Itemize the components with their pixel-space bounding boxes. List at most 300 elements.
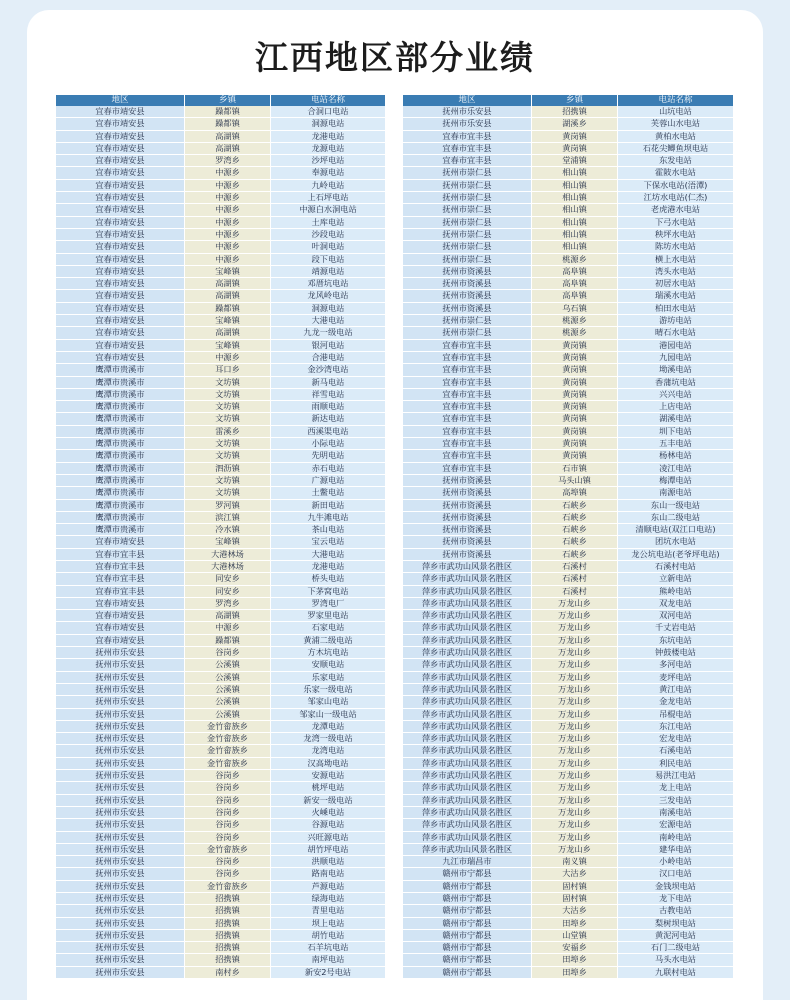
region-cell: 抚州市崇仁县 [403, 327, 532, 339]
region-cell: 宜春市靖安县 [56, 327, 185, 339]
town-cell: 田埠乡 [532, 954, 618, 966]
town-cell: 中源乡 [185, 622, 271, 634]
region-cell: 鹰潭市贵溪市 [56, 413, 185, 425]
region-cell: 抚州市崇仁县 [403, 217, 532, 229]
region-cell: 萍乡市武功山风景名胜区 [403, 721, 532, 733]
town-cell: 文坊镇 [185, 450, 271, 462]
region-cell: 宜春市靖安县 [56, 266, 185, 278]
town-cell: 万龙山乡 [532, 598, 618, 610]
station-cell: 柏田水电站 [618, 303, 734, 315]
station-cell: 九联村电站 [618, 967, 734, 979]
town-cell: 黄岗镇 [532, 401, 618, 413]
region-cell: 抚州市乐安县 [56, 733, 185, 745]
region-cell: 宜春市靖安县 [56, 635, 185, 647]
station-cell: 兴旺源电站 [271, 832, 386, 844]
table-body [56, 106, 386, 979]
town-cell: 金竹畲族乡 [185, 881, 271, 893]
town-cell: 堂浦镇 [532, 155, 618, 167]
region-cell: 萍乡市武功山风景名胜区 [403, 696, 532, 708]
region-cell: 宜春市宜丰县 [403, 389, 532, 401]
station-cell: 银河电站 [271, 340, 386, 352]
station-cell: 奉源电站 [271, 167, 386, 179]
station-cell: 黄柏水电站 [618, 131, 734, 143]
region-cell: 萍乡市武功山风景名胜区 [403, 622, 532, 634]
region-cell: 宜春市靖安县 [56, 167, 185, 179]
region-cell: 抚州市乐安县 [56, 696, 185, 708]
region-cell: 宜春市宜丰县 [403, 143, 532, 155]
town-cell: 文坊镇 [185, 475, 271, 487]
region-cell: 萍乡市武功山风景名胜区 [403, 795, 532, 807]
town-cell: 马头山镇 [532, 475, 618, 487]
station-cell: 兴兴电站 [618, 389, 734, 401]
town-cell: 雷溪乡 [185, 426, 271, 438]
town-cell: 湖溪乡 [532, 118, 618, 130]
station-cell: 新达电站 [271, 413, 386, 425]
region-cell: 宜春市靖安县 [56, 217, 185, 229]
region-cell: 抚州市乐安县 [56, 905, 185, 917]
station-cell: 古教电站 [618, 905, 734, 917]
region-cell: 鹰潭市贵溪市 [56, 438, 185, 450]
region-cell: 抚州市资溪县 [403, 500, 532, 512]
town-cell: 大沽乡 [532, 905, 618, 917]
town-cell: 桃源乡 [532, 315, 618, 327]
region-cell: 萍乡市武功山风景名胜区 [403, 659, 532, 671]
town-cell: 相山镇 [532, 217, 618, 229]
town-cell: 公溪镇 [185, 696, 271, 708]
town-cell: 相山镇 [532, 167, 618, 179]
region-cell: 萍乡市武功山风景名胜区 [403, 635, 532, 647]
station-cell: 黄浦二级电站 [271, 635, 386, 647]
town-cell: 中源乡 [185, 217, 271, 229]
region-cell: 抚州市资溪县 [403, 536, 532, 548]
region-cell: 抚州市崇仁县 [403, 241, 532, 253]
region-cell: 抚州市乐安县 [56, 745, 185, 757]
station-cell: 陈坊水电站 [618, 241, 734, 253]
station-cell: 宏源电站 [618, 819, 734, 831]
town-cell: 万龙山乡 [532, 659, 618, 671]
town-cell: 躁都镇 [185, 303, 271, 315]
region-cell: 抚州市资溪县 [403, 487, 532, 499]
town-cell: 万龙山乡 [532, 745, 618, 757]
region-cell: 抚州市崇仁县 [403, 229, 532, 241]
station-cell: 坝上电站 [271, 918, 386, 930]
region-cell: 赣州市宁都县 [403, 893, 532, 905]
town-cell: 大沽乡 [532, 868, 618, 880]
region-cell: 抚州市资溪县 [403, 475, 532, 487]
region-cell: 宜春市宜丰县 [403, 450, 532, 462]
town-cell: 石峡乡 [532, 536, 618, 548]
region-cell: 宜春市宜丰县 [403, 340, 532, 352]
town-cell: 金竹畲族乡 [185, 745, 271, 757]
station-cell: 小际电站 [271, 438, 386, 450]
region-cell: 宜春市靖安县 [56, 204, 185, 216]
region-cell: 鹰潭市贵溪市 [56, 475, 185, 487]
town-cell: 安福乡 [532, 942, 618, 954]
station-cell: 下弓水电站 [618, 217, 734, 229]
town-cell: 招携镇 [185, 942, 271, 954]
station-cell: 南溪电站 [618, 807, 734, 819]
region-cell: 萍乡市武功山风景名胜区 [403, 745, 532, 757]
town-cell: 文坊镇 [185, 377, 271, 389]
region-cell: 赣州市宁都县 [403, 868, 532, 880]
region-cell: 抚州市乐安县 [403, 106, 532, 118]
region-cell: 抚州市乐安县 [56, 659, 185, 671]
station-cell: 东坑电站 [618, 635, 734, 647]
town-cell: 谷岗乡 [185, 795, 271, 807]
station-cell: 青里电站 [271, 905, 386, 917]
station-cell: 石羊坑电站 [271, 942, 386, 954]
station-cell: 新田电站 [271, 500, 386, 512]
station-cell: 千丈岩电站 [618, 622, 734, 634]
town-cell: 黄岗镇 [532, 413, 618, 425]
region-cell: 宜春市靖安县 [56, 192, 185, 204]
region-cell: 宜春市靖安县 [56, 278, 185, 290]
region-cell: 鹰潭市贵溪市 [56, 389, 185, 401]
town-cell: 高湖镇 [185, 327, 271, 339]
station-cell: 金沙湾电站 [271, 364, 386, 376]
header-station: 电站名称 [271, 95, 386, 106]
town-cell: 文坊镇 [185, 487, 271, 499]
town-cell: 高阜镇 [532, 266, 618, 278]
station-cell: 龙湾一级电站 [271, 733, 386, 745]
station-cell: 邹家山一级电站 [271, 709, 386, 721]
station-cell: 老虎港水电站 [618, 204, 734, 216]
region-cell: 鹰潭市贵溪市 [56, 463, 185, 475]
town-cell: 宝峰镇 [185, 536, 271, 548]
town-cell: 相山镇 [532, 192, 618, 204]
station-cell: 横上水电站 [618, 254, 734, 266]
station-cell: 龙风岭电站 [271, 290, 386, 302]
region-cell: 抚州市乐安县 [56, 684, 185, 696]
station-cell: 上石坪电站 [271, 192, 386, 204]
region-cell: 宜春市靖安县 [56, 315, 185, 327]
region-cell: 鹰潭市贵溪市 [56, 450, 185, 462]
performance-table-left [56, 95, 386, 979]
performance-table-right [403, 95, 734, 979]
region-cell: 宜春市宜丰县 [403, 352, 532, 364]
region-cell: 萍乡市武功山风景名胜区 [403, 770, 532, 782]
region-cell: 宜春市靖安县 [56, 229, 185, 241]
town-cell: 招携镇 [185, 954, 271, 966]
town-cell: 万龙山乡 [532, 733, 618, 745]
town-cell: 中源乡 [185, 192, 271, 204]
town-cell: 高埠镇 [532, 487, 618, 499]
town-cell: 滨江镇 [185, 512, 271, 524]
region-cell: 抚州市乐安县 [403, 118, 532, 130]
station-cell: 钟鼓楼电站 [618, 647, 734, 659]
town-cell: 公溪镇 [185, 659, 271, 671]
station-cell: 三发电站 [618, 795, 734, 807]
station-cell: 龙港电站 [271, 131, 386, 143]
station-cell: 石家电站 [271, 622, 386, 634]
region-cell: 宜春市靖安县 [56, 303, 185, 315]
town-cell: 宝峰镇 [185, 266, 271, 278]
region-cell: 萍乡市武功山风景名胜区 [403, 758, 532, 770]
station-cell: 清顺电站(双江口电站) [618, 524, 734, 536]
station-cell: 先明电站 [271, 450, 386, 462]
station-cell: 土鳖电站 [271, 487, 386, 499]
town-cell: 同安乡 [185, 573, 271, 585]
station-cell: 易洪江电站 [618, 770, 734, 782]
region-cell: 抚州市乐安县 [56, 672, 185, 684]
region-cell: 宜春市靖安县 [56, 598, 185, 610]
town-cell: 中源乡 [185, 254, 271, 266]
station-cell: 东发电站 [618, 155, 734, 167]
town-cell: 石峡乡 [532, 524, 618, 536]
town-cell: 泗沥镇 [185, 463, 271, 475]
town-cell: 石溪村 [532, 561, 618, 573]
region-cell: 萍乡市武功山风景名胜区 [403, 647, 532, 659]
town-cell: 固村镇 [532, 893, 618, 905]
station-cell: 初居水电站 [618, 278, 734, 290]
town-cell: 谷岗乡 [185, 868, 271, 880]
station-cell: 港园电站 [618, 340, 734, 352]
town-cell: 石溪村 [532, 573, 618, 585]
station-cell: 谷源电站 [271, 819, 386, 831]
region-cell: 抚州市乐安县 [56, 967, 185, 979]
town-cell: 万龙山乡 [532, 635, 618, 647]
town-cell: 相山镇 [532, 204, 618, 216]
station-cell: 金钱坝电站 [618, 881, 734, 893]
station-cell: 土库电站 [271, 217, 386, 229]
region-cell: 抚州市乐安县 [56, 881, 185, 893]
town-cell: 公溪镇 [185, 672, 271, 684]
town-cell: 中源乡 [185, 204, 271, 216]
region-cell: 抚州市乐安县 [56, 770, 185, 782]
town-cell: 高阜镇 [532, 290, 618, 302]
region-cell: 萍乡市武功山风景名胜区 [403, 684, 532, 696]
region-cell: 鹰潭市贵溪市 [56, 377, 185, 389]
region-cell: 宜春市宜丰县 [403, 401, 532, 413]
header-region: 地区 [56, 95, 185, 106]
station-cell: 赤石电站 [271, 463, 386, 475]
region-cell: 宜春市宜丰县 [56, 586, 185, 598]
station-cell: 东山二级电站 [618, 512, 734, 524]
station-cell: 合洞口电站 [271, 106, 386, 118]
station-cell: 瑞溪水电站 [618, 290, 734, 302]
region-cell: 赣州市宁都县 [403, 930, 532, 942]
station-cell: 安顺电站 [271, 659, 386, 671]
station-cell: 湾头水电站 [618, 266, 734, 278]
region-cell: 抚州市资溪县 [403, 549, 532, 561]
header-station: 电站名称 [618, 95, 734, 106]
region-cell: 抚州市资溪县 [403, 303, 532, 315]
station-cell: 洞源电站 [271, 118, 386, 130]
station-cell: 芙蓉山水电站 [618, 118, 734, 130]
town-cell: 相山镇 [532, 180, 618, 192]
town-cell: 招携镇 [185, 893, 271, 905]
town-cell: 万龙山乡 [532, 795, 618, 807]
town-cell: 公溪镇 [185, 709, 271, 721]
station-cell: 建华电站 [618, 844, 734, 856]
station-cell: 黄泥河电站 [618, 930, 734, 942]
town-cell: 万龙山乡 [532, 684, 618, 696]
town-cell: 万龙山乡 [532, 770, 618, 782]
station-cell: 宏龙电站 [618, 733, 734, 745]
town-cell: 宝峰镇 [185, 315, 271, 327]
region-cell: 抚州市乐安县 [56, 832, 185, 844]
station-cell: 小岭电站 [618, 856, 734, 868]
station-cell: 梅潭电站 [618, 475, 734, 487]
station-cell: 路南电站 [271, 868, 386, 880]
station-cell: 坳溪电站 [618, 364, 734, 376]
region-cell: 抚州市乐安县 [56, 758, 185, 770]
station-cell: 胡竹坪电站 [271, 844, 386, 856]
station-cell: 乐家一级电站 [271, 684, 386, 696]
town-cell: 谷岗乡 [185, 647, 271, 659]
town-cell: 高湖镇 [185, 290, 271, 302]
town-cell: 黄岗镇 [532, 364, 618, 376]
town-cell: 中源乡 [185, 241, 271, 253]
station-cell: 马头水电站 [618, 954, 734, 966]
region-cell: 宜春市靖安县 [56, 610, 185, 622]
town-cell: 耳口乡 [185, 364, 271, 376]
town-cell: 万龙山乡 [532, 782, 618, 794]
station-cell: 双龙电站 [618, 598, 734, 610]
station-cell: 新安2号电站 [271, 967, 386, 979]
region-cell: 抚州市乐安县 [56, 807, 185, 819]
region-cell: 萍乡市武功山风景名胜区 [403, 819, 532, 831]
town-cell: 罗河镇 [185, 500, 271, 512]
station-cell: 石溪电站 [618, 745, 734, 757]
region-cell: 赣州市宁都县 [403, 918, 532, 930]
town-cell: 万龙山乡 [532, 709, 618, 721]
station-cell: 邹家山电站 [271, 696, 386, 708]
region-cell: 抚州市乐安县 [56, 942, 185, 954]
region-cell: 抚州市崇仁县 [403, 180, 532, 192]
region-cell: 萍乡市武功山风景名胜区 [403, 733, 532, 745]
station-cell: 汉口电站 [618, 868, 734, 880]
region-cell: 宜春市宜丰县 [403, 364, 532, 376]
station-cell: 桃坪电站 [271, 782, 386, 794]
region-cell: 宜春市靖安县 [56, 290, 185, 302]
region-cell: 宜春市宜丰县 [56, 561, 185, 573]
town-cell: 万龙山乡 [532, 807, 618, 819]
station-cell: 九岭电站 [271, 180, 386, 192]
station-cell: 金龙电站 [618, 696, 734, 708]
town-cell: 固村镇 [532, 881, 618, 893]
town-cell: 石市镇 [532, 463, 618, 475]
station-cell: 东山一级电站 [618, 500, 734, 512]
town-cell: 黄岗镇 [532, 389, 618, 401]
station-cell: 绿海电站 [271, 893, 386, 905]
region-cell: 宜春市靖安县 [56, 106, 185, 118]
town-cell: 相山镇 [532, 229, 618, 241]
town-cell: 高湖镇 [185, 610, 271, 622]
region-cell: 宜春市宜丰县 [403, 413, 532, 425]
region-cell: 抚州市乐安县 [56, 819, 185, 831]
town-cell: 金竹畲族乡 [185, 758, 271, 770]
region-cell: 宜春市宜丰县 [403, 377, 532, 389]
town-cell: 谷岗乡 [185, 832, 271, 844]
station-cell: 团坑水电站 [618, 536, 734, 548]
region-cell: 宜春市宜丰县 [56, 549, 185, 561]
station-cell: 罗家里电站 [271, 610, 386, 622]
station-cell: 祥雪电站 [271, 389, 386, 401]
station-cell: 黄江电站 [618, 684, 734, 696]
station-cell: 利民电站 [618, 758, 734, 770]
town-cell: 乌石镇 [532, 303, 618, 315]
town-cell: 中源乡 [185, 229, 271, 241]
town-cell: 中源乡 [185, 167, 271, 179]
town-cell: 相山镇 [532, 241, 618, 253]
region-cell: 赣州市宁都县 [403, 942, 532, 954]
region-cell: 鹰潭市贵溪市 [56, 500, 185, 512]
region-cell: 宜春市靖安县 [56, 254, 185, 266]
region-cell: 萍乡市武功山风景名胜区 [403, 844, 532, 856]
station-cell: 中源白水洞电站 [271, 204, 386, 216]
town-cell: 高阜镇 [532, 278, 618, 290]
region-cell: 萍乡市武功山风景名胜区 [403, 807, 532, 819]
station-cell: 湖溪电站 [618, 413, 734, 425]
region-cell: 赣州市宁都县 [403, 905, 532, 917]
town-cell: 万龙山乡 [532, 758, 618, 770]
town-cell: 黄岗镇 [532, 340, 618, 352]
station-cell: 新马电站 [271, 377, 386, 389]
region-cell: 鹰潭市贵溪市 [56, 512, 185, 524]
region-cell: 赣州市宁都县 [403, 954, 532, 966]
region-cell: 鹰潭市贵溪市 [56, 364, 185, 376]
station-cell: 东江电站 [618, 721, 734, 733]
town-cell: 黄岗镇 [532, 438, 618, 450]
town-cell: 黄岗镇 [532, 143, 618, 155]
station-cell: 火嵊电站 [271, 807, 386, 819]
town-cell: 万龙山乡 [532, 844, 618, 856]
station-cell: 茶山电站 [271, 524, 386, 536]
region-cell: 抚州市乐安县 [56, 868, 185, 880]
region-cell: 萍乡市武功山风景名胜区 [403, 782, 532, 794]
town-cell: 南村乡 [185, 967, 271, 979]
region-cell: 宜春市宜丰县 [403, 438, 532, 450]
region-cell: 萍乡市武功山风景名胜区 [403, 832, 532, 844]
station-cell: 罗湾电厂 [271, 598, 386, 610]
region-cell: 抚州市乐安县 [56, 844, 185, 856]
station-cell: 龙湾电站 [271, 745, 386, 757]
region-cell: 萍乡市武功山风景名胜区 [403, 709, 532, 721]
region-cell: 鹰潭市贵溪市 [56, 426, 185, 438]
station-cell: 靖源电站 [271, 266, 386, 278]
region-cell: 宜春市靖安县 [56, 143, 185, 155]
station-cell: 南源电站 [618, 487, 734, 499]
station-cell: 江坊水电站(仁杰) [618, 192, 734, 204]
town-cell: 高湖镇 [185, 278, 271, 290]
town-cell: 招携镇 [185, 930, 271, 942]
town-cell: 中源乡 [185, 352, 271, 364]
station-cell: 邓厝坑电站 [271, 278, 386, 290]
town-cell: 万龙山乡 [532, 819, 618, 831]
town-cell: 金竹畲族乡 [185, 733, 271, 745]
region-cell: 宜春市靖安县 [56, 352, 185, 364]
region-cell: 宜春市靖安县 [56, 340, 185, 352]
region-cell: 抚州市乐安县 [56, 721, 185, 733]
region-cell: 抚州市乐安县 [56, 954, 185, 966]
station-cell: 圳下电站 [618, 426, 734, 438]
region-cell: 萍乡市武功山风景名胜区 [403, 672, 532, 684]
region-cell: 宜春市宜丰县 [56, 573, 185, 585]
region-cell: 赣州市宁都县 [403, 967, 532, 979]
station-cell: 五丰电站 [618, 438, 734, 450]
station-cell: 下保水电站(浯潭) [618, 180, 734, 192]
station-cell: 乐家电站 [271, 672, 386, 684]
town-cell: 田埠乡 [532, 918, 618, 930]
region-cell: 抚州市资溪县 [403, 278, 532, 290]
town-cell: 躁都镇 [185, 635, 271, 647]
station-cell: 九牛滩电站 [271, 512, 386, 524]
town-cell: 万龙山乡 [532, 721, 618, 733]
page-title: 江西地区部分业绩 [255, 38, 535, 77]
station-cell: 大港电站 [271, 549, 386, 561]
town-cell: 冷水镇 [185, 524, 271, 536]
